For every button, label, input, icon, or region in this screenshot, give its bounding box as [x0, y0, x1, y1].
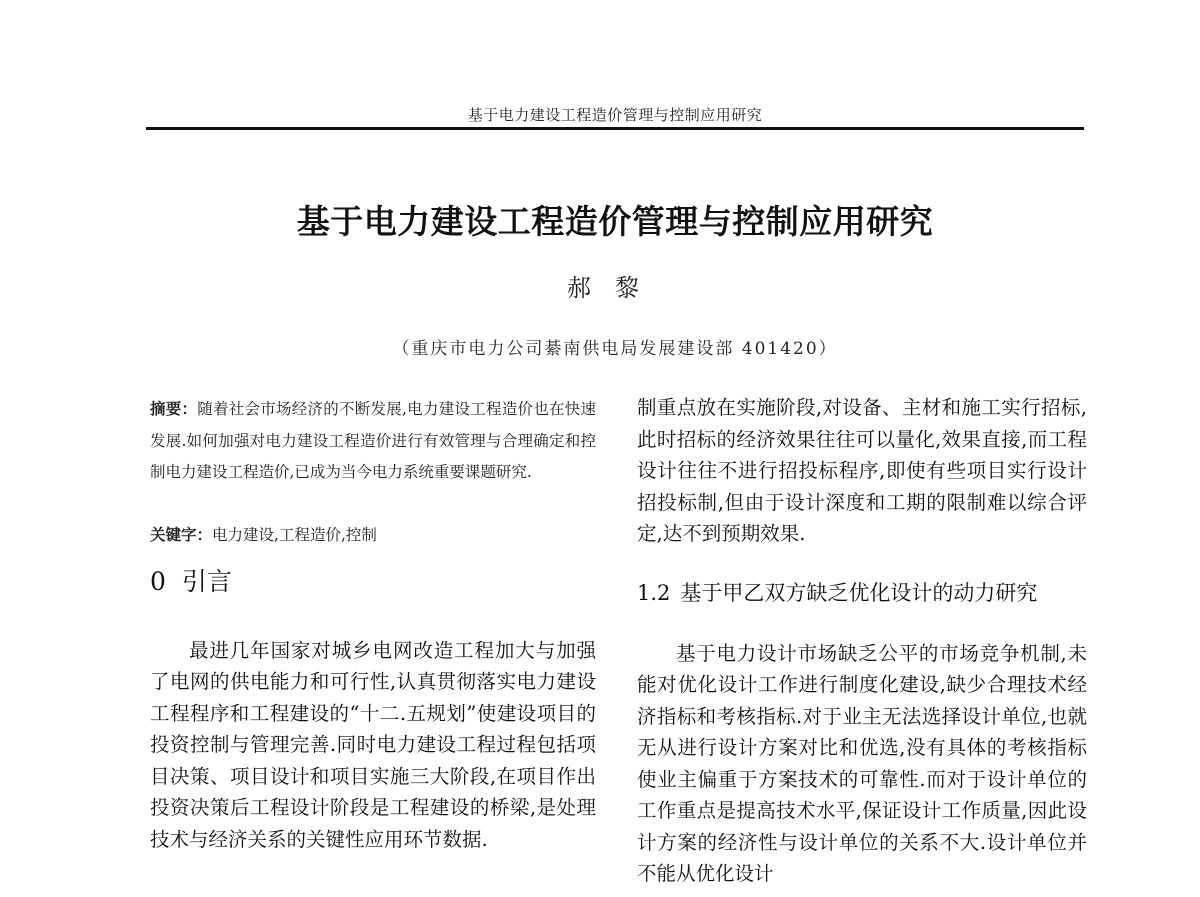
keywords-text: 电力建设,工程造价,控制 [212, 525, 377, 544]
subsection-heading-1-2 [637, 577, 1087, 609]
right-paragraph-2: 基于电力设计市场缺乏公平的市场竞争机制,未能对优化设计工作进行制度化建设,缺少合理技术经济指标和考核指标.对于业主无法选择设计单位,也就无从进行设计方案对比和优选,没有具体的考核指标使业主偏重于方案技术的可靠性.而对于设计单位的工作重点是提高技术水平,保证设计工作质量,因此设计方案的经济性与设计单位的关系不大.设计单位并不能从优化设计 [637, 641, 1087, 885]
keywords-label: 关键字： [150, 525, 213, 544]
section-number: 0 [150, 566, 166, 596]
abstract-text: 随着社会市场经济的不断发展,电力建设工程造价也在快速发展.如何加强对电力建设工程造价进行有效管理与合理确定和控制电力建设工程造价,已成为当今电力系统重要课题研究. [150, 400, 596, 481]
right-column [637, 392, 1087, 890]
introduction-paragraph: 最进几年国家对城乡电网改造工程加大与加强了电网的供电能力和可行性,认真贯彻落实电力建设工程程序和工程建设的“十二.五规划”使建设项目的投资控制与管理完善.同时电力建设工程过程包括项目决策、项目设计和项目实施三大阶段,在项目作出投资决策后工程设计阶段是工程建设的桥梁,是处理技术与经济关系的关键性应用环节数据. [150, 638, 596, 851]
right-paragraph-1: 制重点放在实施阶段,对设备、主材和施工实行招标,此时招标的经济效果往往可以量化,效果直接,而工程设计往往不进行招投标程序,即使有些项目实行设计招投标制,但由于设计深度和工期的限制难以综合评定,达不到预期效果. [637, 396, 1087, 545]
author-affiliation: （重庆市电力公司綦南供电局发展建设部 401420） [392, 339, 838, 359]
author-name: 郝黎 [567, 274, 663, 302]
subsection-title: 基于甲乙双方缺乏优化设计的动力研究 [680, 580, 1038, 605]
abstract [150, 394, 596, 489]
running-header: 基于电力建设工程造价管理与控制应用研究 [467, 106, 763, 124]
section-heading-introduction [150, 565, 596, 599]
keywords [150, 520, 596, 551]
abstract-label: 摘要： [150, 400, 198, 418]
left-column [150, 394, 596, 855]
paper-title: 基于电力建设工程造价管理与控制应用研究 [296, 202, 934, 241]
header-rule [146, 127, 1084, 130]
section-title: 引言 [181, 566, 232, 596]
subsection-number: 1.2 [637, 580, 671, 605]
